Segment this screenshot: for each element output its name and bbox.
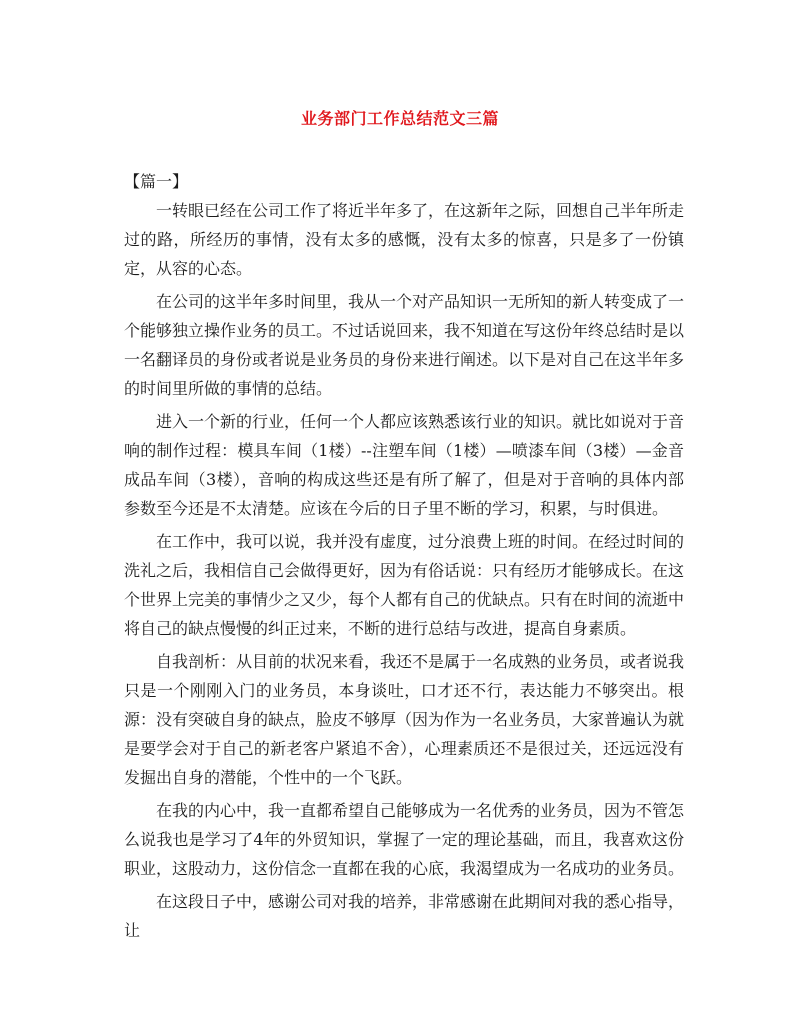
paragraph-1: 一转眼已经在公司工作了将近半年多了，在这新年之际，回想自己半年所走过的路，所经历的事情，没有太多的感慨，没有太多的惊喜，只是多了一份镇定，从容的心态。 [124, 201, 685, 278]
document-title: 业务部门工作总结范文三篇 [300, 109, 499, 128]
paragraph-4: 在工作中，我可以说，我并没有虚度，过分浪费上班的时间。在经过时间的洗礼之后，我相信自己会做得更好，因为有俗话说：只有经历才能够成长。在这个世界上完美的事情少之又少，每个人都有自己的优缺点。只有在时间的流逝中将自己的缺点慢慢的纠正过来，不断的进行总结与改进，提高自身素质。 [124, 532, 685, 638]
paragraph-3: 进入一个新的行业，任何一个人都应该熟悉该行业的知识。就比如说对于音响的制作过程：模具车间（1楼）--注塑车间（1楼）—喷漆车间（3楼）—金音成品车间（3楼），音响的构成这些还是有所了解了，但是对于音响的具体内部参数至今还是不太清楚。应该在今后的日子里不断的学习，积累，与时俱进。 [124, 412, 685, 518]
paragraph-6: 在我的内心中，我一直都希望自己能够成为一名优秀的业务员，因为不管怎么说我也是学习了4年的外贸知识，掌握了一定的理论基础，而且，我喜欢这份职业，这股动力，这份信念一直都在我的心底，我渴望成为一名成功的业务员。 [124, 801, 685, 878]
paragraph-5: 自我剖析：从目前的状况来看，我还不是属于一名成熟的业务员，或者说我只是一个刚刚入门的业务员，本身谈吐，口才还不行，表达能力不够突出。根源：没有突破自身的缺点，脸皮不够厚（因为作为一名业务员，大家普遍认为就是要学会对于自己的新老客户紧追不舍），心理素质还不是很过关，还远远没有发掘出自身的潜能，个性中的一个飞跃。 [124, 652, 685, 787]
document-body [124, 196, 684, 949]
section-heading: 【篇一】 [124, 172, 189, 191]
paragraph-2: 在公司的这半年多时间里，我从一个对产品知识一无所知的新人转变成了一个能够独立操作业务的员工。不过话说回来，我不知道在写这份年终总结时是以一名翻译员的身份或者说是业务员的身份来进行阐述。以下是对自己在这半年多的时间里所做的事情的总结。 [124, 292, 685, 398]
paragraph-7: 在这段日子中，感谢公司对我的培养，非常感谢在此期间对我的悉心指导，让 [124, 892, 685, 940]
